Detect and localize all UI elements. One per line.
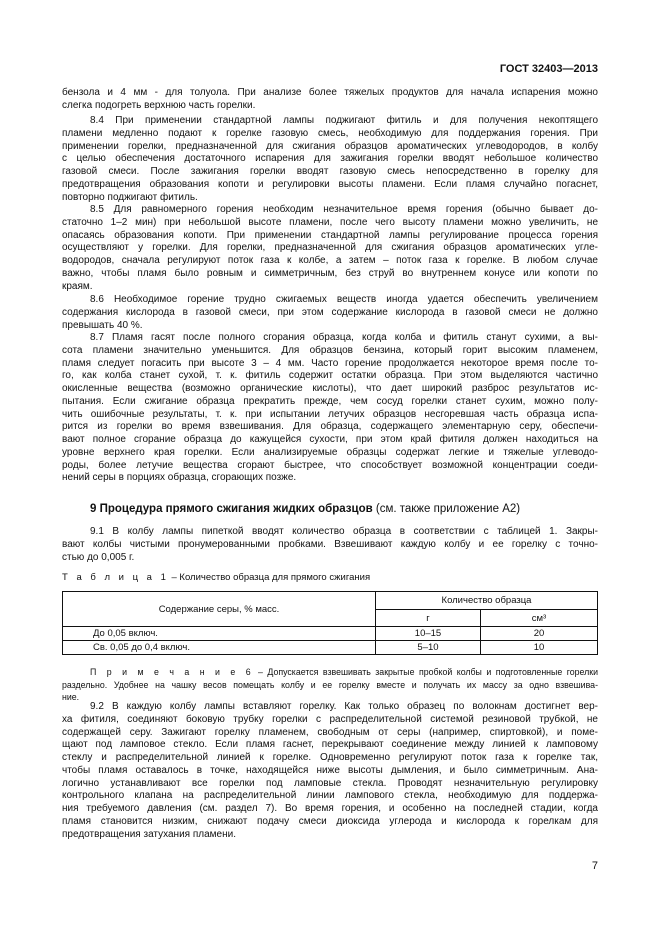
paragraph-8-6: [62, 294, 598, 332]
table-caption: [62, 572, 370, 583]
text-line: нений серы в порциях образца, сгорающих позже.: [62, 472, 297, 484]
text-line: газовой смеси. После зажигания горелки вводят газовую смесь непосредственно в горелку для: [62, 166, 598, 178]
text-line: чтобы пламя оставалось в точке, находящейся ниже высоты дымления, и было симметричным. Ана-: [62, 764, 598, 776]
text-line: с целью обеспечения достаточного испарения для зажигания горелки вводят небольшое количество: [62, 153, 598, 165]
text-line: пламя следует погасить при высоте 3 – 4 мм. Часто горение продолжается некоторое время после то-: [62, 357, 598, 369]
section-9-title: 9 Процедура прямого сжигания жидких образцов: [90, 503, 373, 515]
text-line: важно, чтобы пламя было ровным и симметричным, без струй во внутреннем конусе или копоти по: [62, 267, 598, 279]
table-row: [63, 641, 598, 655]
text-line: щают под ламповое стекло. Если пламя гаснет, перекрывают соединение между линией к ламповому: [62, 739, 598, 751]
text-line: контрольного клапана на распределительной линии лампового стекла, необходимую для поддержа-: [62, 790, 598, 802]
header-sample-quantity: Количество образца: [376, 592, 598, 610]
table-caption-label: Т а б л и ц а 1: [62, 572, 169, 583]
note-label: П р и м е ч а н и е 6: [90, 667, 254, 677]
page-number: 7: [591, 860, 598, 872]
text-line: ния требуемого давления (см. раздел 7). Во время горения, и особенно на последней стадии, когда: [62, 803, 598, 815]
text-line: статочно 1–2 мин) при небольшой высоте пламени, после чего высоту пламени можно увеличить, не: [62, 216, 598, 228]
paragraph-9-1: [62, 526, 598, 564]
text-line: 9.2 В каждую колбу лампы вставляют горелку. Как только образец по волокнам достигнет вер-: [90, 701, 598, 712]
text-line: предотвращения образования копоти и регулировки высоты пламени. Если пламя случайно погаснет,: [62, 178, 598, 190]
text-line: роды, более летучие вещества сгорают быстрее, что способствует возможной концентрации соеди-: [62, 459, 598, 471]
header-grams: г: [376, 610, 481, 627]
note-line: раздельно. Удобнее на чашку весов помещать колбу и ее горелку вместе и получать их массу за одно взвешива-: [62, 679, 598, 690]
cell-cm3: 10: [481, 641, 598, 655]
text-line: 9.1 В колбу лампы пипеткой вводят количество образца в соответствии с таблицей 1. Закры-: [90, 526, 598, 537]
text-line: 8.6 Необходимое горение трудно сжигаемых веществ иногда удается обеспечить увеличением: [90, 294, 598, 305]
note-line: [62, 666, 598, 679]
text-line: вают колбы чистыми пронумерованными пробками. Взвешивают каждую колбу и ее горелку с точно-: [62, 538, 598, 550]
header-cm3: см³: [481, 610, 598, 627]
text-line: 8.5 Для равномерного горения необходим незначительное время горения (обычно бывает до-: [90, 204, 598, 215]
cell-grams: 10–15: [376, 627, 481, 641]
text-line: применении горелки, предназначенной для сжигания образцов ароматических углеводородов, в колбу: [62, 140, 598, 152]
paragraph-9-2: [62, 701, 598, 841]
text-line: содержания кислорода в газовой смеси, при этом содержание кислорода в газовой смеси не должно: [62, 306, 598, 318]
paragraph-8-5: [62, 204, 598, 293]
cell-sulfur: Св. 0,05 до 0,4 включ.: [63, 641, 376, 655]
paragraph-continuation: [62, 87, 598, 113]
text-line: логично устанавливают все горелки под ламповые стекла. Проводят незначительную регулировку: [62, 777, 598, 789]
note-text: – Допускается взвешивать закрытые пробкой колбы и подготовленные горелки: [253, 667, 599, 677]
cell-cm3: 20: [481, 627, 598, 641]
cell-sulfur: До 0,05 включ.: [63, 627, 376, 641]
header-sulfur-content: Содержание серы, % масс.: [63, 592, 376, 627]
sample-quantity-table: [62, 591, 598, 655]
note-6: [62, 666, 598, 704]
section-9-heading: [90, 503, 520, 515]
text-line: превышать 40 %.: [62, 319, 143, 331]
text-line: 8.7 Пламя гасят после полного сгорания образца, когда колба и фитиль станут сухими, а вы-: [90, 332, 598, 343]
text-line: пламени медленно подают к горелке газовую смесь, необходимую для поддержания горения. При: [62, 127, 598, 139]
text-line: стеклу и распределительной линией к горелке. Одновременно регулируют поток газа к горелке так,: [62, 752, 598, 764]
table-caption-text: – Количество образца для прямого сжигания: [168, 572, 371, 583]
text-line: предотвращения затухания пламени.: [62, 828, 236, 840]
text-line: вают полное сгорание образца до кажущейся сухости, при этом край фитиля должен находиться на: [62, 434, 598, 446]
document-id-header: ГОСТ 32403—2013: [499, 63, 598, 75]
text-line: стью до 0,005 г.: [62, 551, 135, 563]
text-line: слегка подогреть верхнюю часть горелки.: [62, 99, 256, 111]
text-line: го, как колба станет сухой, т. к. фитиль содержит остатки образца. При этом выделяются частично: [62, 370, 598, 382]
paragraph-8-4: [62, 115, 598, 204]
text-line: сота пламени значительно уменьшится. Для образцов бензина, который горит высоким пламенем,: [62, 344, 598, 356]
text-line: осуществляют у горелки. Для горелки, предназначенной для сжигания образцов ароматических угле-: [62, 242, 598, 254]
text-line: уровне верхнего края горелки. Если анализируемые образцы содержат легкие и тяжелые углеводо-: [62, 446, 598, 458]
note-line: ние.: [62, 692, 80, 702]
text-line: 8.4 При применении стандартной лампы поджигают фитиль и для получения некоптящего: [90, 115, 598, 126]
cell-grams: 5–10: [376, 641, 481, 655]
text-line: пламя становится низким, снижают подачу смеси диоксида углерода и кислорода к горелкам для: [62, 815, 598, 827]
text-line: повторно поджигают фитиль.: [62, 191, 198, 203]
text-line: пытания. Если сжигание образца прекратить прежде, чем сосуд горелки станет сухим, можно полу-: [62, 395, 598, 407]
paragraph-8-7: [62, 332, 598, 485]
section-9-reference: (см. также приложение А2): [372, 503, 521, 515]
text-line: бензола и 4 мм - для толуола. При анализе более тяжелых продуктов для начала испарения можно: [62, 87, 598, 98]
table-row: [63, 627, 598, 641]
text-line: ха фитиля, соединяют боковую трубку горелки с распределительной системой резиновой трубкой, не: [62, 713, 598, 725]
text-line: чить ошибочные результаты, т. к. при испытании летучих образцов несгоревшая часть образца испа-: [62, 408, 598, 420]
text-line: содержащей серу. Зажигают горелку пламенем, свободным от серы (например, спиртовкой), и поме-: [62, 726, 598, 738]
text-line: краям.: [62, 280, 93, 292]
text-line: окисленные вещества (возможно органические кислоты), что дает широкий разброс результатов ис-: [62, 383, 598, 395]
text-line: опасаясь образования копоти. При применении стандартной лампы регулирование процесса горения: [62, 229, 598, 241]
text-line: водородов, сначала регулируют поток газа к колбе, а затем – поток газа к горелке. В любом случае: [62, 255, 598, 267]
table-header-row: [63, 592, 598, 610]
text-line: рится из горелки во время взвешивания. Для образца, содержащего элементарную серу, обеспечи-: [62, 421, 598, 433]
